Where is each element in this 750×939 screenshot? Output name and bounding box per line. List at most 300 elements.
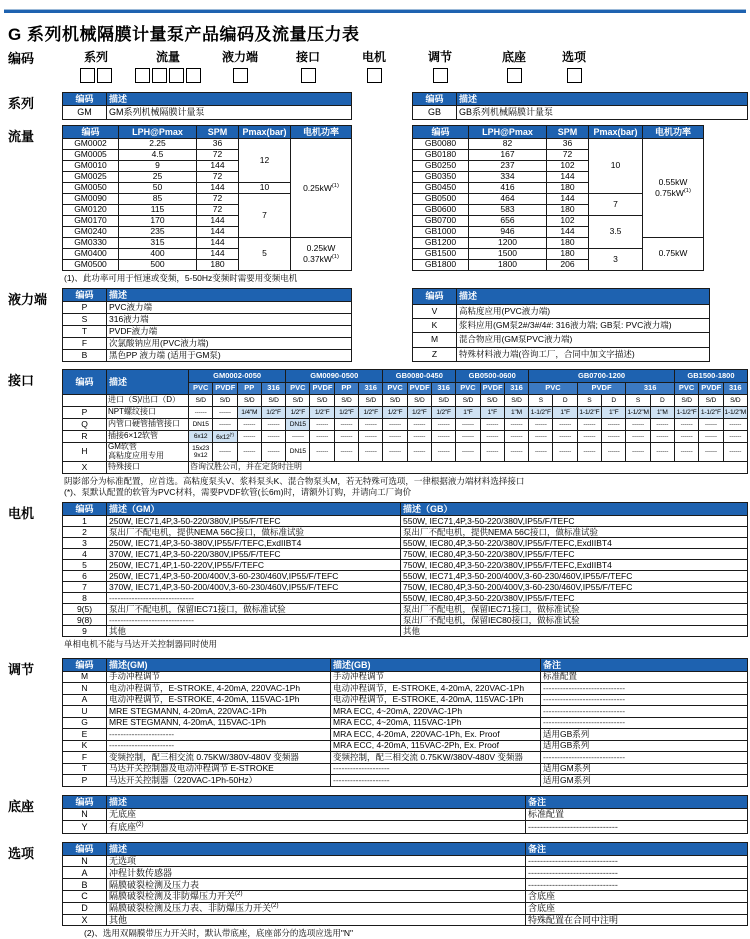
coding-field-label: 底座 — [502, 50, 527, 64]
column-header: GB0700-1200 — [529, 370, 675, 383]
cell: GB0180 — [413, 150, 469, 161]
cell: GM0120 — [63, 205, 119, 216]
cell: ------ — [310, 431, 334, 443]
cell: 550W, IEC80,4P,3-50-220/380V,IP55/F/TEFC,ExdIIBT4 — [401, 538, 748, 549]
coding-boxes — [362, 68, 386, 83]
cell: D — [63, 902, 107, 914]
cell: 1-1/2"F — [674, 407, 698, 419]
table-row — [63, 855, 748, 867]
table-row — [63, 604, 748, 615]
table-row — [63, 350, 352, 362]
cell: 内管口硬管插管接口 — [107, 419, 189, 431]
cell: 1/2"F — [334, 407, 358, 419]
column-header: 316 — [359, 383, 383, 395]
cell: PVC液力端 — [107, 302, 352, 314]
cell: 适用GM系列 — [541, 775, 748, 787]
cell: MRA ECC, 4~20mA, 220VAC-1Ph — [331, 706, 541, 718]
cell: 有底座$^{(2)}$ — [107, 821, 526, 834]
cell: 656 — [469, 216, 547, 227]
top-rule — [4, 9, 746, 13]
header-row — [413, 289, 710, 305]
column-header: 编码 — [63, 795, 107, 808]
coding-box — [507, 68, 522, 83]
column-header: PVC — [529, 383, 578, 395]
cell: 隔膜破裂检测及压力表 — [107, 879, 526, 891]
spacer — [352, 125, 412, 271]
cell: 36 — [197, 139, 239, 150]
cell: Q — [63, 419, 107, 431]
cell: PVDF液力端 — [107, 326, 352, 338]
cell: 15x23 9x12 — [189, 443, 213, 462]
cell: 变频控制，配三相交流 0.75KW/380V-480V 变频器 — [107, 752, 331, 764]
column-header: 316 — [261, 383, 285, 395]
cell: 手动冲程调节 — [331, 671, 541, 683]
coding-box — [169, 68, 184, 83]
cell: GB — [413, 106, 457, 120]
column-header: 描述（GM） — [107, 503, 401, 516]
column-header: 描述 — [457, 289, 710, 305]
cell: 6x12(*) — [213, 431, 237, 443]
table-row — [63, 821, 748, 834]
coding-field-label: 选项 — [562, 50, 587, 64]
cell: ------ — [456, 419, 480, 431]
cell: GB1200 — [413, 238, 469, 249]
cell: ------ — [723, 419, 747, 431]
cell: 370W, IEC71,4P,3-50-220/380V,IP55/F/TEFC — [107, 549, 401, 560]
table-row — [63, 615, 748, 626]
cell: ----------------------------- — [541, 752, 748, 764]
cell: N — [63, 683, 107, 695]
cell: ------------------------------ — [526, 855, 748, 867]
cell: 1500 — [469, 249, 547, 260]
table-row — [63, 752, 748, 764]
column-header: GB1500-1800 — [674, 370, 747, 383]
coding-boxes — [80, 68, 112, 83]
cell: 特殊配置在合同中注明 — [526, 914, 748, 926]
header-row — [63, 93, 352, 106]
cell: 2 — [63, 527, 107, 538]
cell: 黑色PP 液力端 (适用于GM泵) — [107, 350, 352, 362]
cell: ------ — [577, 431, 601, 443]
cell: K — [413, 319, 457, 333]
cell: 1800 — [469, 260, 547, 271]
cell: S/D — [674, 395, 698, 407]
cell: ------ — [310, 419, 334, 431]
interface-table — [62, 369, 748, 474]
cell: 144 — [197, 249, 239, 260]
cell: 250W, IEC71,4P,3-50-380V,IP55/F/TEFC,ExdIIBT4 — [107, 538, 401, 549]
table-row — [63, 582, 748, 593]
cell: GB1500 — [413, 249, 469, 260]
table-row — [63, 671, 748, 683]
cell: 750W, IEC80,4P,3-50-200/400V,3-60-230/460V,IP55/F/TEFC — [401, 582, 748, 593]
cell: 72 — [197, 172, 239, 183]
cell: 标准配置 — [541, 671, 748, 683]
column-header: PVDF — [310, 383, 334, 395]
cell: 6x12 — [189, 431, 213, 443]
cell: S/D — [456, 395, 480, 407]
flow-table-gm — [62, 125, 352, 271]
column-header: PVC — [189, 383, 213, 395]
cell: S — [63, 314, 107, 326]
cell: ----------------------------- — [541, 694, 748, 706]
cell: ------ — [359, 431, 383, 443]
cell: MRA ECC, 4-20mA, 220VAC-1Ph, Ex. Proof — [331, 729, 541, 741]
cell: ------ — [723, 431, 747, 443]
table-row — [63, 740, 748, 752]
series-table-gb — [412, 92, 748, 120]
cell: GM — [63, 106, 107, 120]
cell: ------ — [237, 419, 261, 431]
cell: ------ — [407, 419, 431, 431]
coding-field — [296, 48, 320, 83]
cell: 8 — [63, 593, 107, 604]
header-row — [63, 126, 352, 139]
cell: 144 — [547, 227, 589, 238]
cell: ------ — [699, 431, 723, 443]
cell: 1/2"F — [286, 407, 310, 419]
cell: ------ — [602, 443, 626, 462]
column-header: 316 — [626, 383, 675, 395]
cell: ------ — [431, 443, 455, 462]
cell: 7 — [239, 194, 291, 238]
cell: 9(5) — [63, 604, 107, 615]
coding-row — [0, 48, 750, 92]
cell: 550W, IEC80,4P,3-50-220/380V,IP55/F/TEFC — [401, 593, 748, 604]
cell: 500 — [119, 260, 197, 271]
cell: 82 — [469, 139, 547, 150]
cell: 180 — [547, 249, 589, 260]
cell: F — [63, 338, 107, 350]
cell: 电动冲程调节，E-STROKE, 4-20mA, 115VAC-1Ph — [107, 694, 331, 706]
cell: 1 — [63, 516, 107, 527]
cell: 144 — [197, 161, 239, 172]
cell: ------ — [674, 419, 698, 431]
cell: 1/2"F — [261, 407, 285, 419]
cell: S — [529, 395, 553, 407]
table-row — [63, 549, 748, 560]
spacer — [352, 92, 412, 120]
cell: -------------------- — [331, 763, 541, 775]
cell: 1-1/2"M — [626, 407, 650, 419]
cell: S/D — [261, 395, 285, 407]
coding-box — [367, 68, 382, 83]
header-row — [63, 795, 748, 808]
cell: ------ — [553, 419, 577, 431]
coding-field-label: 液力端 — [222, 50, 259, 64]
cell: ------ — [407, 443, 431, 462]
column-header: 备注 — [541, 658, 748, 671]
cell: GB0600 — [413, 205, 469, 216]
cell: 次氯酸钠应用(PVC液力端) — [107, 338, 352, 350]
cell: C — [63, 891, 107, 903]
cell: B — [63, 879, 107, 891]
cell: 隔膜破裂检测及非防爆压力开关$^{(2)}$ — [107, 891, 526, 903]
cell: ------ — [529, 443, 553, 462]
column-header: 备注 — [526, 795, 748, 808]
motor-table — [62, 502, 748, 637]
cell: 167 — [469, 150, 547, 161]
coding-label: 编码 — [8, 51, 35, 66]
cell: 变频控制，配三相交流 0.75KW/380V-480V 变频器 — [331, 752, 541, 764]
cell: ------ — [334, 443, 358, 462]
column-header: 描述(GB) — [331, 658, 541, 671]
cell: 其他 — [107, 626, 401, 637]
cell: S/D — [431, 395, 455, 407]
cell: DN15 — [286, 443, 310, 462]
cell: 72 — [547, 150, 589, 161]
cell: MRA ECC, 4-20mA, 115VAC-2Ph, Ex. Proof — [331, 740, 541, 752]
cell: 5 — [239, 238, 291, 271]
cell: ------ — [383, 431, 407, 443]
cell: ------ — [529, 419, 553, 431]
cell: D — [553, 395, 577, 407]
cell: 1/2"F — [310, 407, 334, 419]
column-header: 编码 — [63, 503, 107, 516]
cell: ------ — [431, 431, 455, 443]
cell: E — [63, 729, 107, 741]
column-header: GB0080-0450 — [383, 370, 456, 383]
section-series — [0, 92, 750, 120]
cell: ------ — [602, 431, 626, 443]
cell: ------ — [674, 443, 698, 462]
cell: X — [63, 462, 107, 474]
coding-box — [152, 68, 167, 83]
cell: GB0250 — [413, 161, 469, 172]
cell: 400 — [119, 249, 197, 260]
section-base — [0, 795, 750, 834]
column-header: PVC — [456, 383, 480, 395]
table-row — [63, 560, 748, 571]
cell: 416 — [469, 183, 547, 194]
cell: F — [63, 752, 107, 764]
column-header: PVDF — [577, 383, 626, 395]
flow-table-gb — [412, 125, 704, 271]
cell: 咨询汉胜公司，并在定货时注明 — [189, 462, 748, 474]
cell: A — [63, 867, 107, 879]
cell: D — [602, 395, 626, 407]
cell: 4 — [63, 549, 107, 560]
cell: GM0170 — [63, 216, 119, 227]
coding-box — [301, 68, 316, 83]
cell: 206 — [547, 260, 589, 271]
interface-footnote-2: (*)、泵默认配置的软管为PVC材料，需要PVDF软管(长6m)时，请额外订购，并请向工厂询价 — [64, 487, 412, 498]
column-header: 编码 — [63, 289, 107, 302]
column-header: LPH@Pmax — [469, 126, 547, 139]
section-motor — [0, 502, 750, 649]
column-header: 描述（GB） — [401, 503, 748, 516]
table-row — [63, 139, 352, 150]
coding-field — [80, 48, 112, 83]
table-row — [63, 902, 748, 914]
cell: GM0240 — [63, 227, 119, 238]
coding-box — [233, 68, 248, 83]
header-row — [63, 370, 748, 383]
cell: ------ — [261, 419, 285, 431]
cell: U — [63, 706, 107, 718]
cell: 50 — [119, 183, 197, 194]
cell: P — [63, 407, 107, 419]
cell: ------ — [261, 431, 285, 443]
coding-box — [433, 68, 448, 83]
cell: 10 — [239, 183, 291, 194]
cell: ------ — [626, 419, 650, 431]
cell: 1"F — [602, 407, 626, 419]
cell: S/D — [310, 395, 334, 407]
coding-field-label: 流量 — [155, 50, 180, 64]
cell: 334 — [469, 172, 547, 183]
section-label-series: 系列 — [8, 96, 35, 111]
column-header: SPM — [197, 126, 239, 139]
header-row — [63, 842, 748, 855]
table-row — [413, 238, 704, 249]
cell: 25 — [119, 172, 197, 183]
table-row — [63, 338, 352, 350]
cell: NPT螺纹接口 — [107, 407, 189, 419]
table-row — [63, 763, 748, 775]
cell: ------ — [359, 419, 383, 431]
cell: 其他 — [401, 626, 748, 637]
section-label-motor: 电机 — [8, 506, 35, 522]
table-row — [413, 106, 748, 120]
cell: 946 — [469, 227, 547, 238]
table-row — [63, 593, 748, 604]
cell: 12 — [239, 139, 291, 183]
column-header: PVDF — [407, 383, 431, 395]
cell: ------ — [213, 419, 237, 431]
cell: R — [63, 431, 107, 443]
cell: 含底座 — [526, 891, 748, 903]
cell: GM0330 — [63, 238, 119, 249]
coding-field — [562, 48, 586, 83]
cell: A — [63, 694, 107, 706]
cell: 1200 — [469, 238, 547, 249]
cell: 315 — [119, 238, 197, 249]
cell: 102 — [547, 216, 589, 227]
cell: S/D — [407, 395, 431, 407]
cell: ------ — [383, 419, 407, 431]
cell: ------ — [383, 443, 407, 462]
cell: GB系列机械隔膜计量泵 — [457, 106, 748, 120]
cell: 1-1/2"F — [529, 407, 553, 419]
cell: ----------------------- — [107, 740, 331, 752]
table-row — [413, 139, 704, 150]
document-page — [0, 9, 750, 939]
cell: ------ — [456, 443, 480, 462]
table-row — [63, 879, 748, 891]
cell: ------ — [261, 443, 285, 462]
cell: 9(8) — [63, 615, 107, 626]
cell: P — [63, 775, 107, 787]
table-row — [63, 407, 748, 419]
coding-field — [362, 48, 386, 83]
cell: S/D — [286, 395, 310, 407]
cell: 无选项 — [107, 855, 526, 867]
coding-field-label: 系列 — [83, 50, 108, 64]
cell: 电动冲程调节，E-STROKE, 4-20mA, 220VAC-1Ph — [107, 683, 331, 695]
cell: 1/2"F — [431, 407, 455, 419]
table-row — [63, 443, 748, 462]
cell: 250W, IEC71,4P,1-50-220V,IP55/F/TEFC — [107, 560, 401, 571]
cell: 7 — [589, 194, 643, 216]
cell: 电动冲程调节，E-STROKE, 4-20mA, 115VAC-1Ph — [331, 694, 541, 706]
column-header: 编码 — [63, 842, 107, 855]
column-header: PVDF — [213, 383, 237, 395]
cell: ------ — [626, 431, 650, 443]
cell: 750W, IEC80,4P,3-50-220/380V,IP55/F/TEFC,ExdIIBT4 — [401, 560, 748, 571]
cell: 电动冲程调节，E-STROKE, 4-20mA, 220VAC-1Ph — [331, 683, 541, 695]
cell: S/D — [699, 395, 723, 407]
table-row — [413, 304, 710, 318]
cell: DN15 — [286, 419, 310, 431]
cell: ------ — [237, 443, 261, 462]
cell: 85 — [119, 194, 197, 205]
cell: GM0010 — [63, 161, 119, 172]
section-label-flow: 流量 — [8, 129, 35, 144]
cell: 72 — [197, 150, 239, 161]
column-header: 编码 — [413, 126, 469, 139]
cell: GM软管 高粘度应用专用 — [107, 443, 189, 462]
cell: GM系列机械隔膜计量泵 — [107, 106, 352, 120]
column-header: 编码 — [63, 126, 119, 139]
cell: S/D — [359, 395, 383, 407]
cell: 583 — [469, 205, 547, 216]
cell: ------ — [407, 431, 431, 443]
table-row — [63, 238, 352, 249]
cell: 手动冲程调节 — [107, 671, 331, 683]
cell: 0.25kW $0.37kW^{(1)}$ — [291, 238, 352, 271]
cell: 马达开关控制器（220VAC-1Ph-50Hz） — [107, 775, 331, 787]
column-header: PP — [237, 383, 261, 395]
section-interface — [0, 369, 750, 497]
table-row — [63, 419, 748, 431]
coding-field-label: 接口 — [296, 50, 321, 64]
cell: 36 — [547, 139, 589, 150]
cell: 无底座 — [107, 808, 526, 821]
cell: ------ — [626, 443, 650, 462]
coding-boxes — [562, 68, 586, 83]
cell: ------ — [504, 419, 528, 431]
hydraulic-table-right — [412, 288, 710, 362]
cell: MRA ECC, 4~20mA, 115VAC-1Ph — [331, 717, 541, 729]
header-row — [63, 289, 352, 302]
column-header: 电机功率 — [291, 126, 352, 139]
column-header: 描述 — [457, 93, 748, 106]
table-row — [63, 694, 748, 706]
column-header: PVC — [383, 383, 407, 395]
cell: 3.5 — [589, 216, 643, 249]
cell: ------ — [310, 443, 334, 462]
cell: 180 — [547, 238, 589, 249]
cell: S — [577, 395, 601, 407]
coding-field-label: 电机 — [362, 50, 387, 64]
coding-field-label: 调节 — [428, 50, 453, 64]
table-row — [63, 717, 748, 729]
cell: 3 — [589, 249, 643, 271]
series-table-gm — [62, 92, 352, 120]
page-title: G 系列机械隔膜计量泵产品编码及流量压力表 — [8, 25, 360, 44]
cell: 1/4"M — [237, 407, 261, 419]
cell: 适用GB系列 — [541, 740, 748, 752]
column-header: PVDF — [480, 383, 504, 395]
coding-field — [222, 48, 258, 83]
cell: ------------------------------ — [107, 615, 401, 626]
cell: 0.75kW — [643, 238, 704, 271]
header-row — [413, 93, 748, 106]
section-label-options: 选项 — [8, 845, 35, 861]
cell: S/D — [334, 395, 358, 407]
table-row — [63, 527, 748, 538]
